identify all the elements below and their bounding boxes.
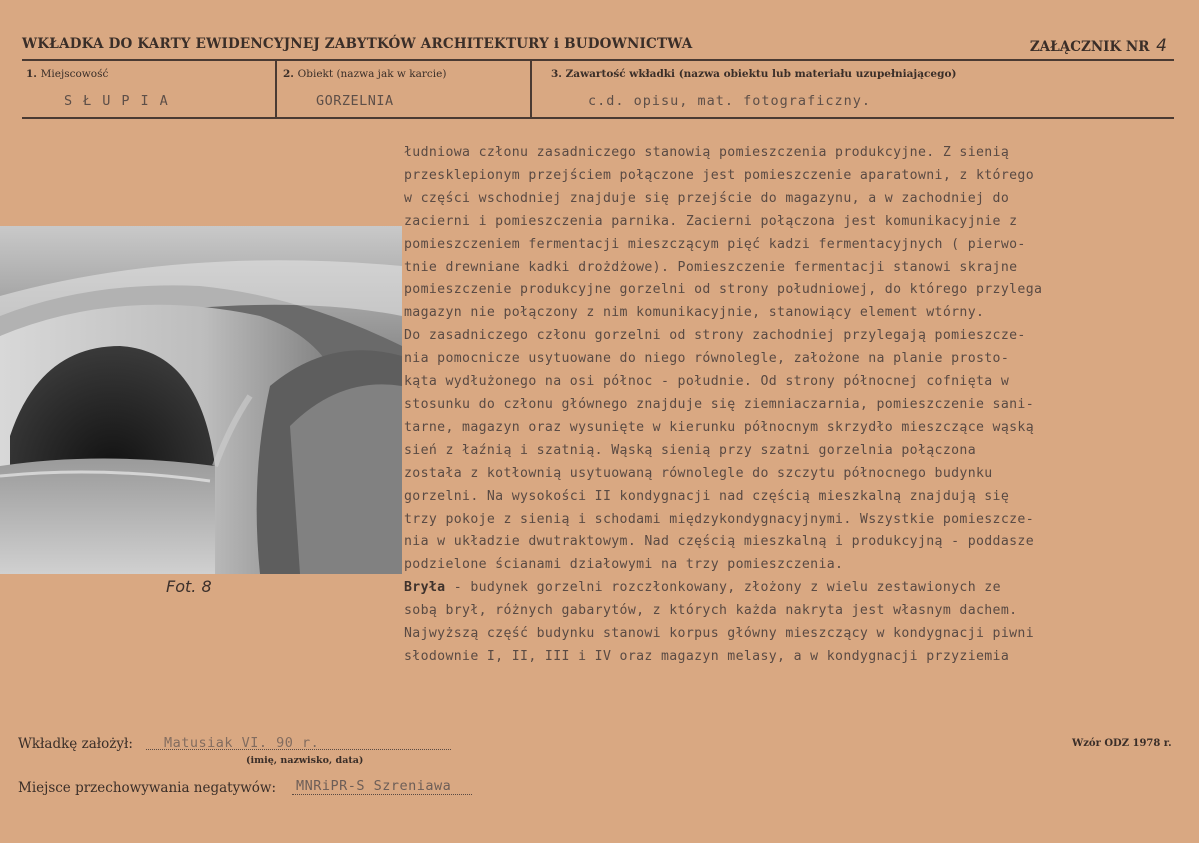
text-line: została z kotłownią usytuowaną równolegle do szczytu północnego budynku xyxy=(404,465,993,481)
photo-caption: Fot. 8 xyxy=(166,577,212,596)
object-value: GORZELNIA xyxy=(316,93,394,109)
annex-label: ZAŁĄCZNIK NR xyxy=(1029,39,1150,55)
negatives-storage-label: Miejsce przechowywania negatywów: xyxy=(18,780,277,796)
locality-label: 1. Miejscowość xyxy=(26,68,109,80)
text-line: Do zasadniczego członu gorzelni od strony zachodniej przylegają pomieszcze- xyxy=(404,328,1026,344)
locality-value: SŁUPIA xyxy=(64,93,179,109)
bryla-first-line xyxy=(404,577,1169,600)
text-line: słodownie I, II, III i IV oraz magazyn melasy, a w kondygnacji przyziemia xyxy=(404,648,1010,664)
text-line: pomieszczeniem fermentacji mieszczącym pięć kadzi fermentacyjnych ( pierwo- xyxy=(404,236,1026,252)
text-line: zacierni i pomieszczenia parnika. Zacierni połączona jest komunikacyjnie z xyxy=(404,213,1018,229)
text-line: przesklepionym przejściem połączone jest pomieszczenie aparatowni, z którego xyxy=(404,167,1035,183)
text-line: sobą brył, różnych gabarytów, z których każda nakryta jest własnym dachem. xyxy=(404,603,1018,619)
negatives-storage-value: MNRiPR-S Szreniawa xyxy=(296,778,452,794)
text-line: nia pomocnicze usytuowane do niego równolegle, założone na planie prosto- xyxy=(404,351,1010,367)
text-line: gorzelni. Na wysokości II kondygnacji nad częścią mieszkalną znajdują się xyxy=(404,488,1010,504)
text-line: sień z łaźnią i szatnią. Wąską sienią przy szatni gorzelnia połączona xyxy=(404,442,976,458)
vault-photo xyxy=(0,226,402,574)
text-line: kąta wydłużonego na osi północ - południe. Od strony północnej cofnięta w xyxy=(404,374,1010,390)
vault-photo-image xyxy=(0,226,402,574)
created-by-label: Wkładkę założył: xyxy=(18,736,133,752)
text-line: podzielone ścianami działowymi na trzy pomieszczenia. xyxy=(404,557,844,573)
header-divider xyxy=(22,59,1174,61)
text-line: magazyn nie połączony z nim komunikacyjnie, stanowiący element wtórny. xyxy=(404,305,985,321)
text-line: tnie drewniane kadki drożdżowe). Pomieszczenie fermentacji stanowi skrajne xyxy=(404,259,1018,275)
created-by-hint: (imię, nazwisko, data) xyxy=(246,755,364,766)
annex-number xyxy=(1030,36,1167,56)
text-line: tarne, magazyn oraz wysunięte w kierunku północnym skrzydło mieszczące wąską xyxy=(404,419,1035,435)
object-label: 2. Obiekt (nazwa jak w karcie) xyxy=(283,68,447,80)
field-separator-1 xyxy=(275,61,277,117)
text-line: nia w układzie dwutraktowym. Nad częścią mieszkalną i produkcyjną - poddasze xyxy=(404,534,1035,550)
text-line: Najwyższą część budynku stanowi korpus główny mieszczący w kondygnacji piwni xyxy=(404,626,1035,642)
fields-divider xyxy=(22,117,1174,119)
text-line: w części wschodniej znajduje się przejście do magazynu, a w zachodniej do xyxy=(404,190,1010,206)
text-line: stosunku do członu głównego znajduje się ziemniaczarnia, pomieszczenie sani- xyxy=(404,396,1035,412)
field-separator-2 xyxy=(530,61,532,117)
text-line: trzy pokoje z sienią i schodami międzykondygnacyjnymi. Wszystkie pomieszcze- xyxy=(404,511,1035,527)
text-line: pomieszczenie produkcyjne gorzelni od strony południowej, do którego przylega xyxy=(404,282,1043,298)
annex-number-value: 4 xyxy=(1156,36,1167,56)
description-text xyxy=(404,142,1169,669)
document-title: WKŁADKA DO KARTY EWIDENCYJNEJ ZABYTKÓW ARCHITEKTURY i BUDOWNICTWA xyxy=(22,36,693,52)
content-label: 3. Zawartość wkładki (nazwa obiektu lub materiału uzupełniającego) xyxy=(551,68,957,80)
created-by-value: Matusiak VI. 90 r. xyxy=(164,735,320,751)
form-code: Wzór ODZ 1978 r. xyxy=(1072,738,1172,749)
content-value: c.d. opisu, mat. fotograficzny. xyxy=(588,93,871,109)
bryla-heading: Bryła xyxy=(404,580,446,596)
text-line: łudniowa członu zasadniczego stanowią pomieszczenia produkcyjne. Z sienią xyxy=(404,145,1010,160)
bryla-text: - budynek gorzelni rozczłonkowany, złożony z wielu zestawionych ze xyxy=(445,580,1001,596)
